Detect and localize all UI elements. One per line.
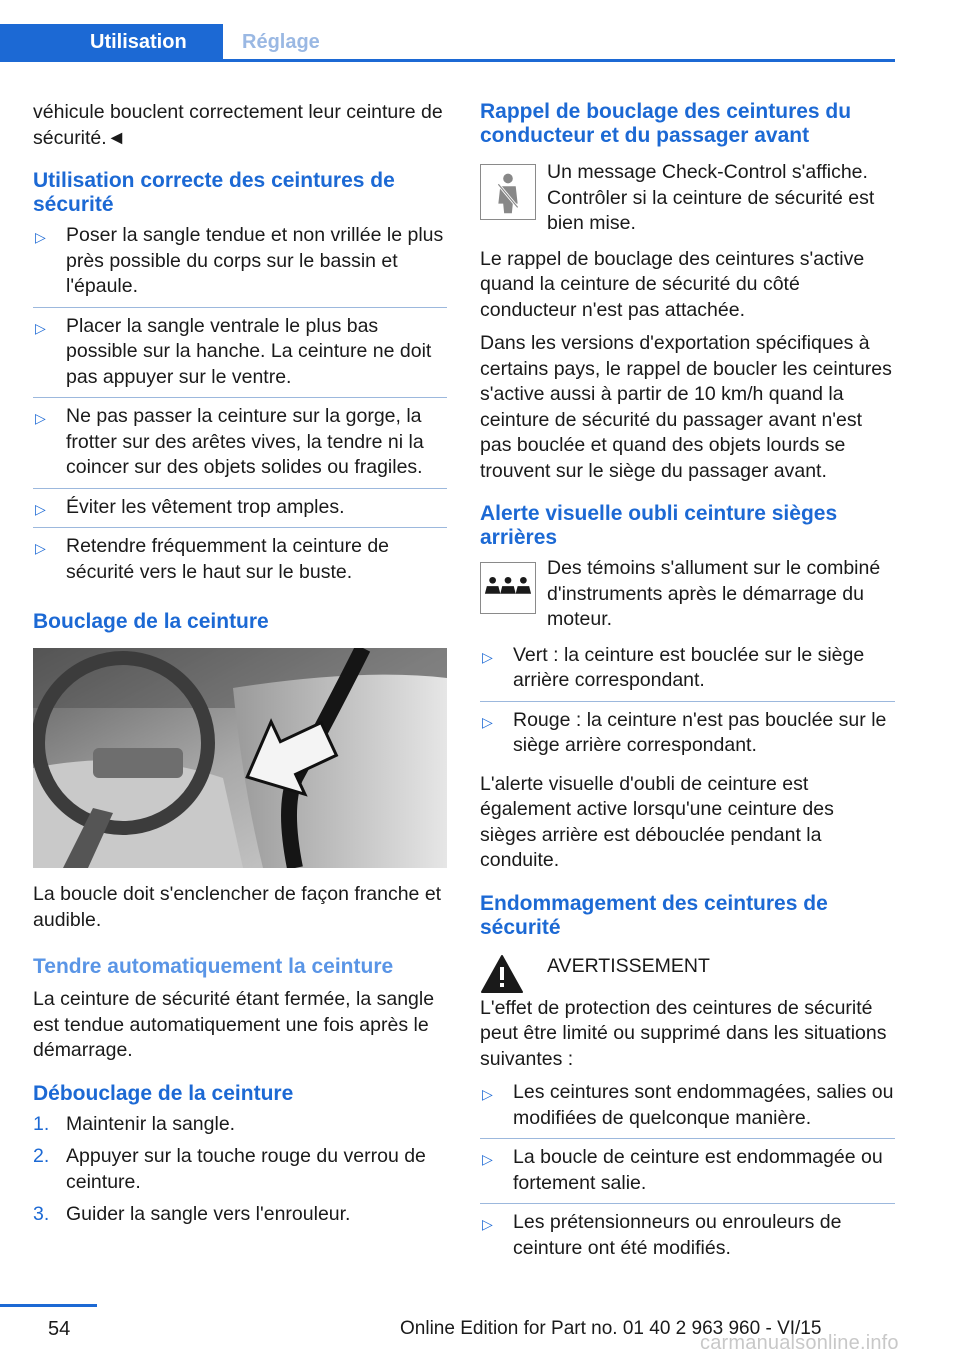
tab-reglage[interactable]: Réglage — [242, 31, 320, 53]
step-number: 3. — [33, 1203, 50, 1225]
triangle-bullet-icon: ▷ — [35, 319, 46, 336]
list-item: ▷ Retendre fréquemment la ceinture de sécurité vers le haut sur le buste. — [35, 535, 390, 583]
list-item: ▷ Les prétensionneurs ou enrouleurs de ceinture ont été modifiés. — [482, 1211, 842, 1259]
triangle-bullet-icon: ▷ — [482, 713, 493, 730]
rear-seats-icon — [480, 562, 536, 614]
list-item: ▷ La boucle de ceinture est endommagée ou fortement salie. — [480, 1145, 895, 1204]
tab-utilisation[interactable]: Utilisation — [0, 24, 223, 60]
heading-bouclage: Bouclage de la ceinture — [33, 610, 269, 633]
heading-tendre: Tendre automatiquement la ceinture — [33, 955, 394, 978]
triangle-bullet-icon: ▷ — [35, 229, 46, 245]
bullet-list-utilisation — [33, 223, 447, 592]
bullet-list-endommagement — [480, 1080, 895, 1268]
tab-bar — [0, 24, 895, 62]
triangle-bullet-icon: ▷ — [482, 1151, 493, 1167]
page-number: 54 — [48, 1318, 71, 1340]
edition-text: Online Edition for Part no. 01 40 2 963 960 - VI/15 — [400, 1318, 822, 1339]
seatbelt-person-icon — [480, 164, 536, 220]
triangle-bullet-icon: ▷ — [482, 1086, 493, 1102]
heading-alerte-visuelle: Alerte visuelle oubli ceinture sièges arrières — [480, 502, 838, 549]
seatbelt-warning-row: Un message Check-Control s'affiche. Contrôler si la ceinture de sécurité est bien mise. — [480, 160, 895, 237]
list-item: ▷ Rouge : la ceinture n'est pas bouclée sur le siège arrière correspondant. — [482, 708, 887, 756]
triangle-bullet-icon: ▷ — [35, 540, 46, 556]
heading-rappel-bouclage: Rappel de bouclage des ceintures du conducteur et du passager avant — [480, 100, 852, 147]
bullet-list-alerte — [480, 643, 895, 766]
list-item: ▷ Ne pas passer la ceinture sur la gorge, la frotter sur des arêtes vives, la tendre ni la coincer sur des objets solides ou fragiles. — [33, 404, 447, 489]
triangle-bullet-icon: ▷ — [35, 410, 46, 426]
step-item: 2. Appuyer sur la touche rouge du verrou de ceinture. — [33, 1145, 426, 1193]
triangle-bullet-icon: ▷ — [482, 648, 493, 665]
list-item: ▷ Placer la sangle ventrale le plus bas possible sur la hanche. La ceinture ne doit pas appuyer sur le ventre. — [33, 314, 447, 399]
warning-label: AVERTISSEMENT — [547, 954, 710, 977]
tendre-text: La ceinture de sécurité étant fermée, la sangle est tendue automatiquement une fois après le démarrage. — [33, 988, 435, 1061]
rappel-para-2: Dans les versions d'exportation spécifiques à certains pays, le rappel de boucler les ceintures s'active aussi à partir de 10 km/h quand la ceinture de sécurité du passager avant n'est pas bouclée et quand des objets lourds se trouvent sur le siège du passager avant. — [480, 332, 892, 482]
left-column — [33, 100, 447, 1235]
rear-seat-warning-row: Des témoins s'allument sur le combiné d'instruments après le démarrage du moteur. — [480, 556, 895, 633]
step-number: 2. — [33, 1145, 50, 1167]
intro-text: véhicule bouclent correctement leur ceinture de sécurité.◄ — [33, 101, 443, 149]
step-number: 1. — [33, 1112, 50, 1135]
triangle-bullet-icon: ▷ — [35, 500, 46, 517]
numbered-steps — [33, 1112, 447, 1228]
list-item: ▷ Les ceintures sont endommagées, salies ou modifiées de quelconque manière. — [480, 1080, 895, 1139]
watermark: carmanualsonline.info — [700, 1332, 899, 1354]
step-item: 1. Maintenir la sangle. — [33, 1112, 447, 1138]
triangle-bullet-icon: ▷ — [482, 1216, 493, 1232]
heading-endommagement: Endommagement des ceintures de sécurité — [480, 891, 828, 939]
warning-triangle-icon — [480, 954, 524, 994]
alerte-para: L'alerte visuelle d'oubli de ceinture est également active lorsqu'une ceinture des sièges arrière est débouclée pendant la conduite. — [480, 772, 834, 871]
list-item: ▷ Vert : la ceinture est bouclée sur le siège arrière correspondant. — [480, 643, 895, 702]
warning-text: L'effet de protection des ceintures de sécurité peut être limité ou supprimé dans les situations suivantes : — [480, 996, 887, 1070]
list-item: ▷ Poser la sangle tendue et non vrillée le plus près possible du corps sur le bassin et l'épaule. — [33, 223, 447, 308]
buckle-caption: La boucle doit s'enclencher de façon franche et audible. — [33, 883, 442, 931]
warning-block — [480, 954, 895, 1000]
heading-debouclage: Débouclage de la ceinture — [33, 1081, 294, 1105]
list-item: ▷ Éviter les vêtement trop amples. — [33, 495, 447, 529]
seatbelt-buckle-photo — [33, 648, 447, 868]
right-column — [480, 100, 895, 1274]
footer-divider — [0, 1304, 97, 1307]
heading-utilisation-correcte: Utilisation correcte des ceintures de sécurité — [33, 169, 395, 216]
rappel-para-1: Le rappel de bouclage des ceintures s'active quand la ceinture de sécurité du côté conducteur n'est pas attachée. — [480, 247, 865, 321]
step-item: 3. Guider la sangle vers l'enrouleur. — [33, 1202, 447, 1228]
